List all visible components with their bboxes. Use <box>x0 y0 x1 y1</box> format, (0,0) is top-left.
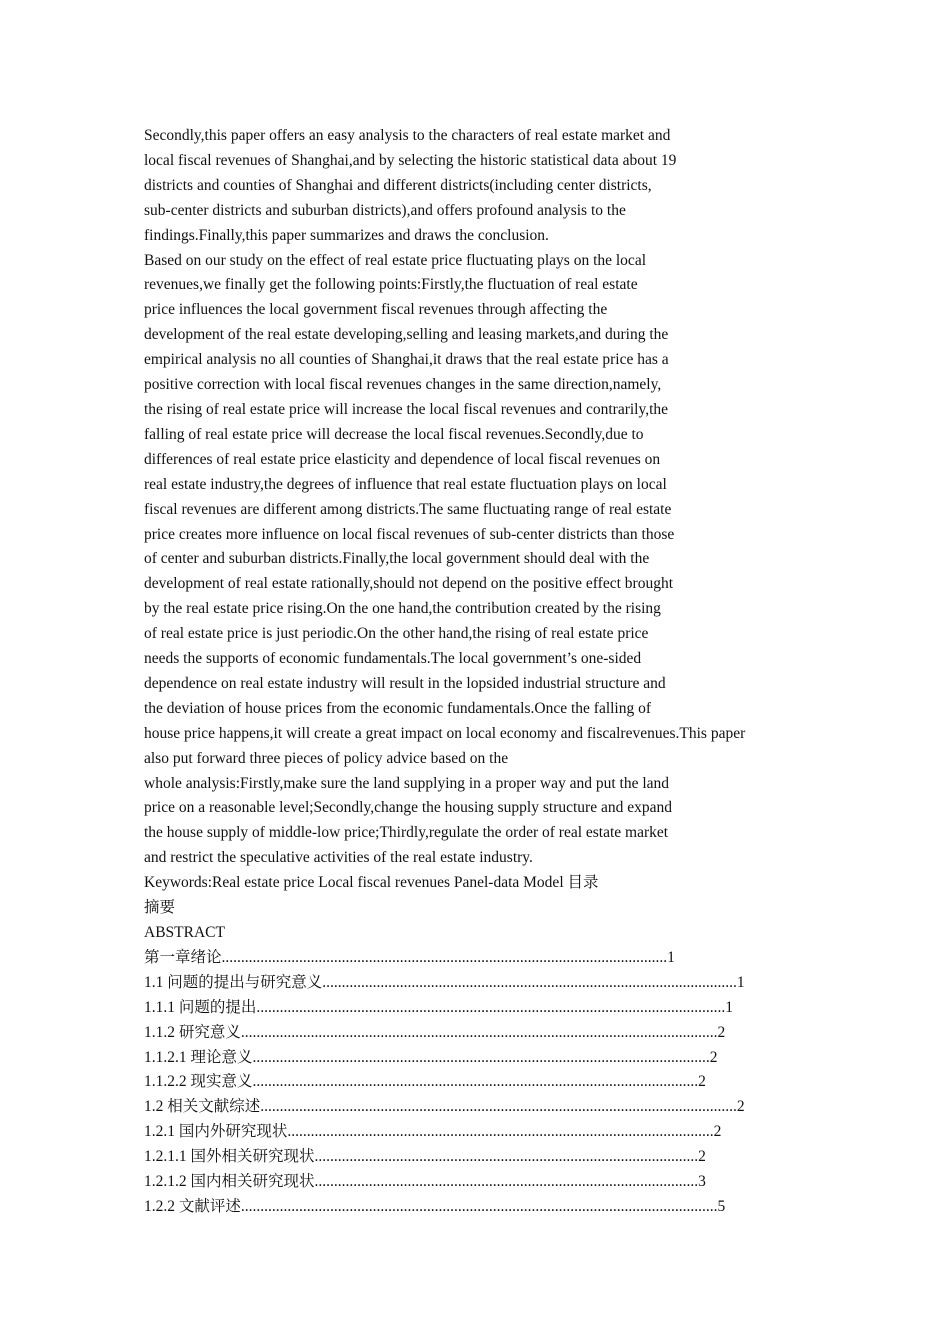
text-line: falling of real estate price will decrease the local fiscal revenues.Secondly,due to <box>144 425 644 443</box>
toc-entry: 1.1 问题的提出与研究意义...........................................................................................................1 <box>144 973 745 991</box>
keywords-line: Keywords:Real estate price Local fiscal revenues Panel-data Model 目录 <box>144 874 599 892</box>
toc-heading-abstract-cn: 摘要 <box>144 899 176 917</box>
toc-entry: 1.2 相关文献综述...........................................................................................................................2 <box>144 1098 745 1116</box>
text-line: needs the supports of economic fundamentals.The local government’s one-sided <box>144 650 642 668</box>
text-line: also put forward three pieces of policy advice based on the <box>144 749 509 767</box>
toc-entry: 1.2.1.2 国内相关研究现状...................................................................................................3 <box>144 1173 706 1191</box>
text-line: price influences the local government fiscal revenues through affecting the <box>144 301 608 319</box>
text-line: differences of real estate price elasticity and dependence of local fiscal revenues on <box>144 450 661 468</box>
table-of-contents <box>144 946 824 1220</box>
text-line: real estate industry,the degrees of influence that real estate fluctuation plays on local <box>144 475 667 493</box>
text-line: by the real estate price rising.On the one hand,the contribution created by the rising <box>144 600 661 618</box>
text-line: local fiscal revenues of Shanghai,and by selecting the historic statistical data about 19 <box>144 151 677 169</box>
text-line: whole analysis:Firstly,make sure the land supplying in a proper way and put the land <box>144 774 670 792</box>
text-line: findings.Finally,this paper summarizes and draws the conclusion. <box>144 226 549 244</box>
text-line: price on a reasonable level;Secondly,change the housing supply structure and expand <box>144 799 672 817</box>
toc-entry: 1.2.2 文献评述...........................................................................................................................5 <box>144 1197 726 1215</box>
text-line: dependence on real estate industry will result in the lopsided industrial structure and <box>144 674 666 692</box>
text-line: empirical analysis no all counties of Shanghai,it draws that the real estate price has a <box>144 351 669 369</box>
text-line: the house supply of middle-low price;Thirdly,regulate the order of real estate market <box>144 824 669 842</box>
text-line: development of the real estate developing,selling and leasing markets,and during the <box>144 326 669 344</box>
text-line: development of real estate rationally,should not depend on the positive effect brought <box>144 575 673 593</box>
text-line: of real estate price is just periodic.On the other hand,the rising of real estate price <box>144 625 649 643</box>
toc-entry: 第一章绪论...................................................................................................................1 <box>144 948 675 966</box>
text-line: Secondly,this paper offers an easy analysis to the characters of real estate market and <box>144 127 671 144</box>
text-line: the rising of real estate price will increase the local fiscal revenues and contrarily,the <box>144 400 669 418</box>
text-line: house price happens,it will create a great impact on local economy and fiscalrevenues.This paper <box>144 724 746 742</box>
abstract-body <box>144 124 824 946</box>
text-line: revenues,we finally get the following points:Firstly,the fluctuation of real estate <box>144 276 638 294</box>
document-page <box>144 124 824 1220</box>
toc-entry: 1.2.1.1 国外相关研究现状...................................................................................................2 <box>144 1148 706 1166</box>
toc-entry: 1.1.2.2 现实意义...................................................................................................................2 <box>144 1073 706 1091</box>
text-line: sub-center districts and suburban districts),and offers profound analysis to the <box>144 201 626 219</box>
text-line: Based on our study on the effect of real estate price fluctuating plays on the local <box>144 251 647 269</box>
toc-entry: 1.1.1 问题的提出.........................................................................................................................1 <box>144 998 734 1016</box>
text-line: fiscal revenues are different among districts.The same fluctuating range of real estate <box>144 500 672 518</box>
text-line: price creates more influence on local fiscal revenues of sub-center districts than those <box>144 525 675 543</box>
text-line: the deviation of house prices from the economic fundamentals.Once the falling of <box>144 699 652 717</box>
toc-heading-abstract-en: ABSTRACT <box>144 924 225 941</box>
text-line: positive correction with local fiscal revenues changes in the same direction,namely, <box>144 376 662 394</box>
text-line: districts and counties of Shanghai and different districts(including center districts, <box>144 176 652 194</box>
toc-entry: 1.1.2 研究意义...........................................................................................................................2 <box>144 1023 726 1041</box>
toc-entry: 1.2.1 国内外研究现状..............................................................................................................2 <box>144 1123 722 1141</box>
text-line: and restrict the speculative activities of the real estate industry. <box>144 849 533 867</box>
toc-entry: 1.1.2.1 理论意义......................................................................................................................2 <box>144 1048 718 1066</box>
text-line: of center and suburban districts.Finally,the local government should deal with the <box>144 550 650 568</box>
